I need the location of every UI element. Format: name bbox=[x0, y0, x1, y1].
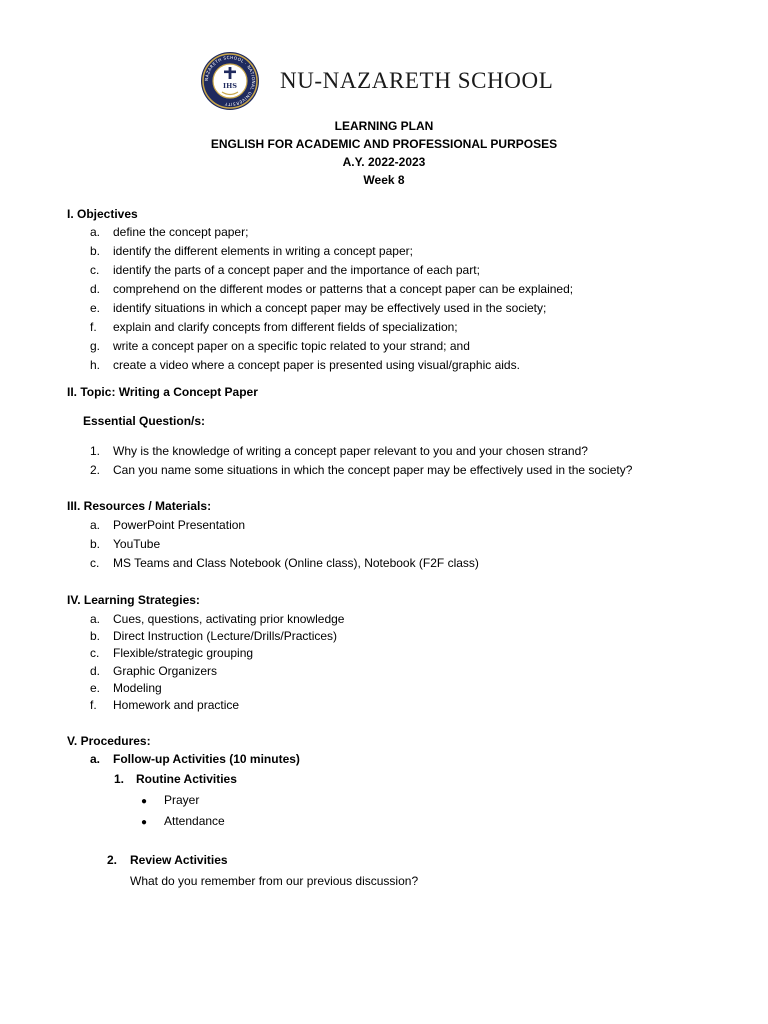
list-marker: a. bbox=[90, 517, 101, 532]
list-item bbox=[90, 627, 344, 644]
list-item-text: Modeling bbox=[113, 680, 162, 695]
title-line-3: A.Y. 2022-2023 bbox=[342, 155, 426, 169]
strategies-list bbox=[90, 610, 344, 714]
list-marker: b. bbox=[90, 243, 101, 258]
review-text: Review Activities bbox=[130, 853, 228, 867]
list-item bbox=[90, 662, 344, 679]
list-item bbox=[90, 336, 573, 355]
list-marker: c. bbox=[90, 646, 100, 661]
list-marker: c. bbox=[90, 262, 100, 277]
list-item bbox=[90, 534, 479, 553]
list-marker: 2. bbox=[90, 462, 101, 477]
list-item bbox=[90, 645, 344, 662]
bullet-marker: ● bbox=[141, 817, 148, 828]
essential-question-heading: Essential Question/s: bbox=[83, 414, 206, 428]
list-marker: a. bbox=[90, 224, 101, 239]
list-item-text: identify situations in which a concept paper may be effectively used in the society; bbox=[113, 300, 547, 315]
bullet-marker: ● bbox=[141, 796, 148, 807]
topic-heading: II. Topic: Writing a Concept Paper bbox=[67, 385, 258, 399]
list-item-text: Flexible/strategic grouping bbox=[113, 646, 254, 661]
list-item-text: Cues, questions, activating prior knowledge bbox=[113, 611, 345, 626]
school-seal-logo bbox=[200, 51, 260, 111]
routine-item-text: Attendance bbox=[164, 814, 225, 828]
list-item bbox=[90, 441, 632, 460]
list-marker: f. bbox=[90, 319, 97, 334]
list-marker: f. bbox=[90, 698, 97, 713]
title-line-2: ENGLISH FOR ACADEMIC AND PROFESSIONAL PURPOSES bbox=[210, 137, 558, 151]
objectives-list bbox=[90, 222, 573, 374]
routine-activities-item bbox=[114, 771, 237, 787]
list-marker: h. bbox=[90, 357, 101, 372]
objectives-heading: I. Objectives bbox=[67, 207, 138, 221]
list-item bbox=[90, 553, 479, 572]
list-marker: e. bbox=[90, 300, 101, 315]
followup-marker: a. bbox=[90, 752, 101, 766]
list-item bbox=[90, 610, 344, 627]
list-item bbox=[90, 260, 573, 279]
list-item-text: Homework and practice bbox=[113, 698, 240, 713]
list-item-text: Can you name some situations in which the concept paper may be effectively used in the society? bbox=[113, 462, 633, 477]
list-marker: d. bbox=[90, 663, 101, 678]
list-marker: e. bbox=[90, 680, 101, 695]
resources-list bbox=[90, 515, 479, 572]
list-item bbox=[90, 515, 479, 534]
routine-item-prayer bbox=[141, 792, 199, 810]
list-item-text: identify the parts of a concept paper and the importance of each part; bbox=[113, 262, 480, 277]
list-item-text: YouTube bbox=[113, 536, 161, 551]
list-item-text: create a video where a concept paper is presented using visual/graphic aids. bbox=[113, 357, 520, 372]
procedures-heading: V. Procedures: bbox=[67, 734, 151, 748]
routine-text: Routine Activities bbox=[136, 772, 237, 786]
list-item bbox=[90, 696, 344, 713]
seal-initials: IHS bbox=[223, 82, 237, 90]
list-marker: c. bbox=[90, 555, 100, 570]
list-marker: g. bbox=[90, 338, 101, 353]
title-line-4: Week 8 bbox=[363, 173, 405, 187]
strategies-heading: IV. Learning Strategies: bbox=[67, 593, 200, 607]
list-item bbox=[90, 279, 573, 298]
list-item bbox=[90, 679, 344, 696]
list-item-text: PowerPoint Presentation bbox=[113, 517, 246, 532]
list-item bbox=[90, 317, 573, 336]
list-marker: b. bbox=[90, 536, 101, 551]
school-name: NU-NAZARETH SCHOOL bbox=[280, 68, 554, 93]
list-item-text: Why is the knowledge of writing a concept paper relevant to you and your chosen strand? bbox=[113, 443, 588, 458]
list-item-text: comprehend on the different modes or patterns that a concept paper can be explained; bbox=[113, 281, 574, 296]
school-header bbox=[200, 50, 553, 112]
resources-heading: III. Resources / Materials: bbox=[67, 499, 212, 513]
list-item-text: MS Teams and Class Notebook (Online class), Notebook (F2F class) bbox=[113, 555, 479, 570]
review-activities-item bbox=[107, 852, 228, 868]
list-item-text: Direct Instruction (Lecture/Drills/Practices) bbox=[113, 628, 338, 643]
learning-plan-title bbox=[0, 117, 768, 189]
essential-questions-list bbox=[90, 441, 632, 479]
review-marker: 2. bbox=[107, 853, 118, 867]
list-marker: b. bbox=[90, 628, 101, 643]
routine-item-attendance bbox=[141, 813, 225, 831]
followup-text: Follow-up Activities (10 minutes) bbox=[113, 752, 300, 766]
routine-item-text: Prayer bbox=[164, 793, 200, 807]
followup-item bbox=[90, 751, 300, 767]
list-item bbox=[90, 460, 632, 479]
list-item-text: identify the different elements in writing a concept paper; bbox=[113, 243, 413, 258]
list-item-text: explain and clarify concepts from different fields of specialization; bbox=[113, 319, 458, 334]
list-item-text: write a concept paper on a specific topic related to your strand; and bbox=[113, 338, 470, 353]
list-item bbox=[90, 222, 573, 241]
title-line-1: LEARNING PLAN bbox=[334, 119, 434, 133]
list-item-text: define the concept paper; bbox=[113, 224, 249, 239]
list-item bbox=[90, 298, 573, 317]
seal-ring-text: NAZARETH SCHOOL · NATIONAL UNIVERSITY bbox=[203, 54, 257, 108]
list-item bbox=[90, 355, 573, 374]
review-question: What do you remember from our previous discussion? bbox=[130, 874, 419, 888]
list-item bbox=[90, 241, 573, 260]
list-marker: 1. bbox=[90, 443, 101, 458]
routine-marker: 1. bbox=[114, 772, 125, 786]
list-marker: a. bbox=[90, 611, 101, 626]
list-marker: d. bbox=[90, 281, 101, 296]
list-item-text: Graphic Organizers bbox=[113, 663, 218, 678]
